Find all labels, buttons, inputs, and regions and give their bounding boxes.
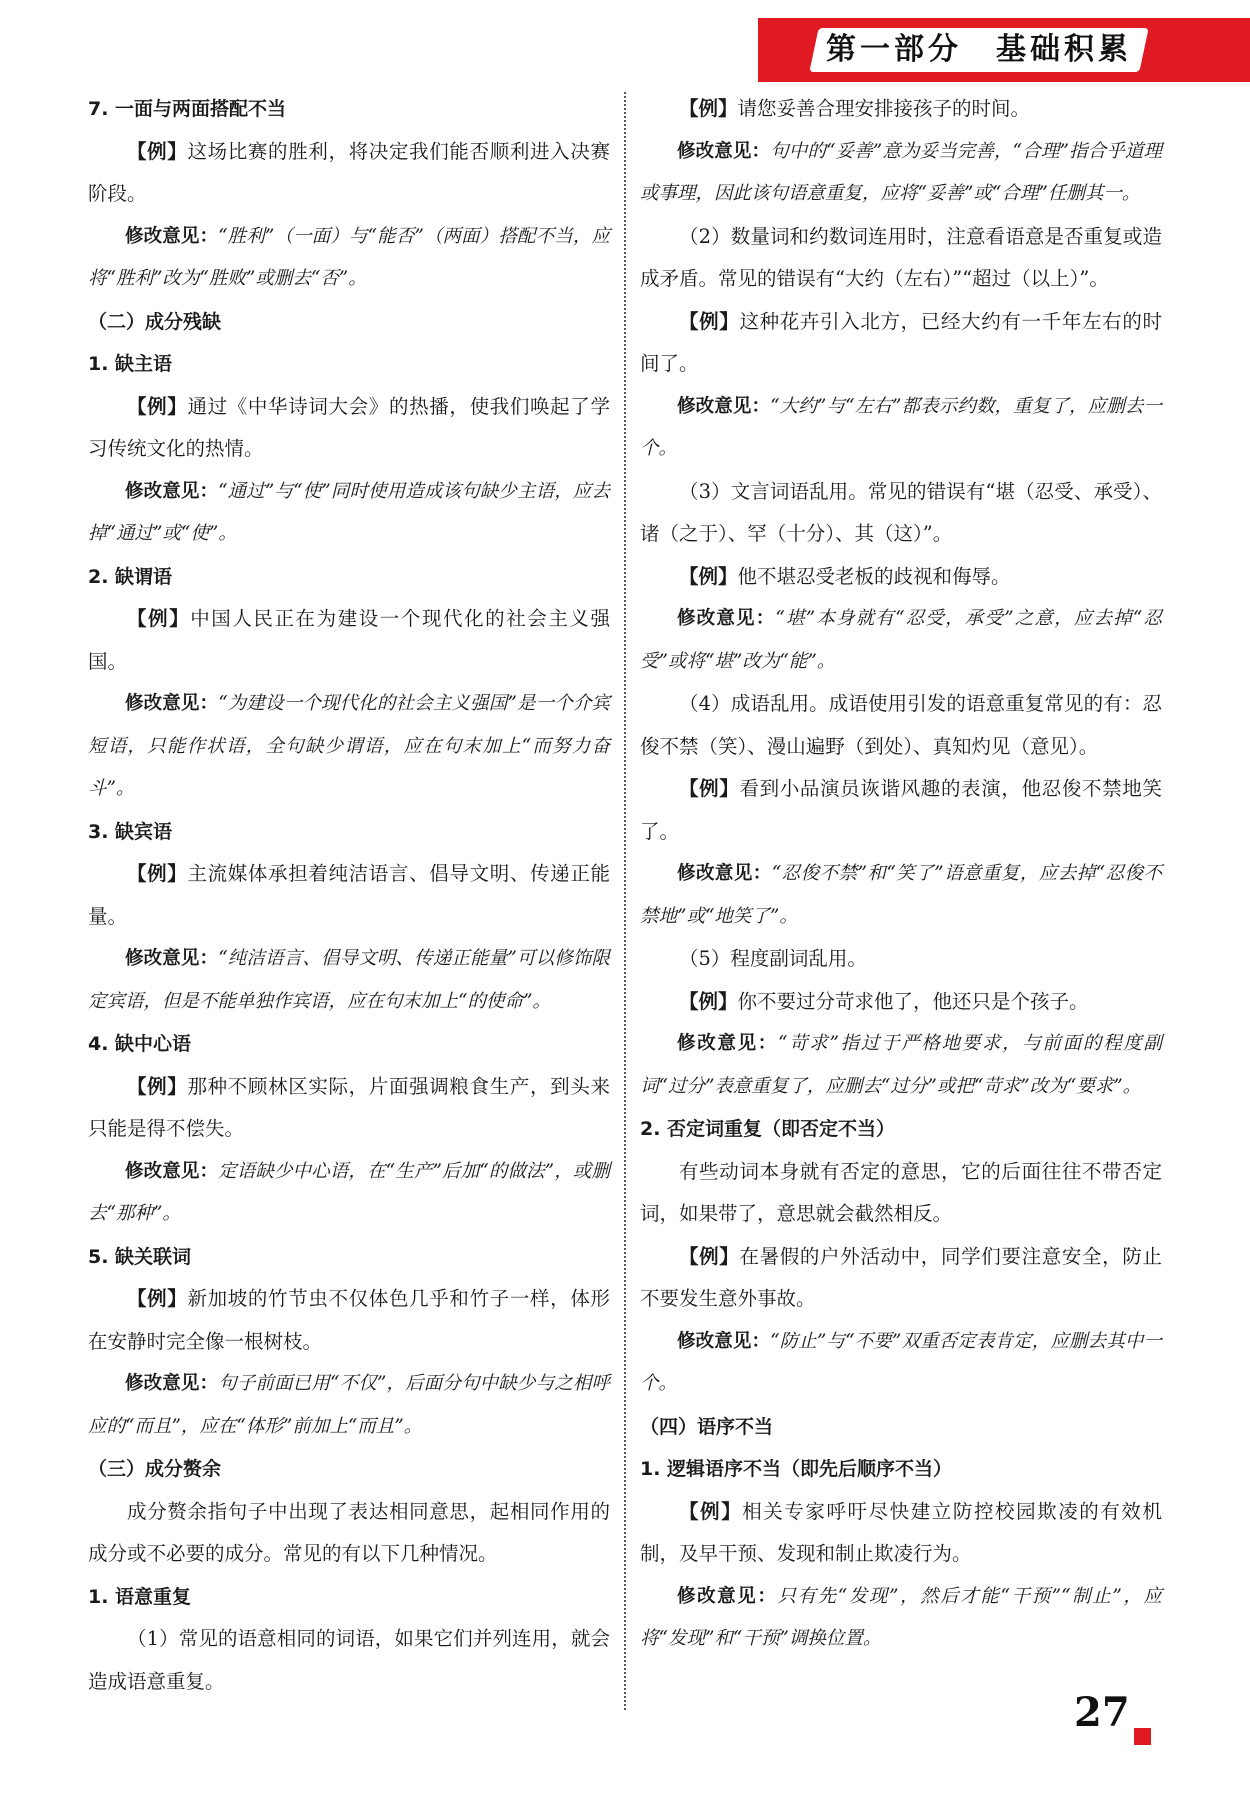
revision-note: [640, 1023, 1162, 1108]
example-label: 【例】: [127, 394, 188, 418]
revision-text: “纯洁语言、倡导文明、传递正能量”可以修饰限定宾语，但是不能单独作宾语，应在句末加上“的使命”。: [88, 948, 610, 1012]
example-sentence: [88, 598, 610, 683]
revision-note: [88, 1363, 610, 1448]
revision-label: 修改意见：: [677, 608, 776, 629]
revision-text: 句子前面已用“不仅”，后面分句中缺少与之相呼应的“而且”，应在“体形”前加上“而且”。: [88, 1373, 610, 1437]
example-text: 那种不顾林区实际，片面强调粮食生产，到头来只能是得不偿失。: [88, 1074, 610, 1140]
example-sentence: [88, 1066, 610, 1151]
revision-label: 修改意见：: [125, 948, 219, 969]
right-column: [640, 88, 1162, 1661]
example-text: 看到小品演员诙谐风趣的表演，他忍俊不禁地笑了。: [640, 777, 1162, 843]
revision-note: [640, 386, 1162, 471]
example-text: 你不要过分苛求他了，他还只是个孩子。: [737, 989, 1089, 1013]
section-heading: 5. 缺关联词: [88, 1245, 192, 1268]
example-sentence: [640, 981, 1162, 1024]
paragraph: （2）数量词和约数词连用时，注意看语意是否重复或造成矛盾。常见的错误有“大约（左右）”“超过（以上）”。: [640, 224, 1162, 290]
revision-label: 修改意见：: [677, 395, 771, 417]
revision-text: 只有先“发现”，然后才能“干预”“制止”，应将“发现”和“干预”调换位置。: [640, 1585, 1162, 1649]
revision-note: [640, 1576, 1162, 1661]
paragraph: （4）成语乱用。成语使用引发的语意重复常见的有：忍俊不禁（笑）、漫山遍野（到处）、真知灼见（意见）。: [640, 692, 1162, 758]
paragraph: （5）程度副词乱用。: [679, 947, 867, 970]
example-text: 这场比赛的胜利，将决定我们能否顺利进入决赛阶段。: [88, 139, 610, 205]
example-text: 主流媒体承担着纯洁语言、倡导文明、传递正能量。: [88, 862, 610, 928]
revision-note: [640, 1321, 1162, 1406]
example-sentence: [88, 131, 610, 216]
example-label: 【例】: [679, 777, 740, 800]
section-heading: 1. 语意重复: [88, 1585, 192, 1608]
revision-text: “堪”本身就有“忍受，承受”之意，应去掉“忍受”或将“堪”改为“能”。: [640, 608, 1162, 672]
revision-label: 修改意见：: [677, 1033, 778, 1054]
example-sentence: [640, 301, 1162, 386]
example-sentence: [88, 1278, 610, 1363]
example-sentence: [640, 1491, 1162, 1576]
section-heading: 3. 缺宾语: [88, 820, 173, 843]
section-heading: （三）成分赘余: [88, 1458, 222, 1480]
revision-label: 修改意见：: [125, 1373, 219, 1394]
example-sentence: [640, 1236, 1162, 1321]
section-heading: 1. 缺主语: [88, 353, 173, 375]
example-label: 【例】: [679, 97, 738, 120]
revision-note: [88, 1151, 610, 1236]
revision-note: [88, 471, 610, 556]
revision-label: 修改意见：: [125, 480, 219, 502]
example-label: 【例】: [679, 989, 738, 1013]
example-text: 通过《中华诗词大会》的热播，使我们唤起了学习传统文化的热情。: [88, 394, 610, 460]
example-sentence: [640, 768, 1162, 853]
revision-text: “防止”与“不要”双重否定表肯定，应删去其中一个。: [640, 1330, 1162, 1394]
example-label: 【例】: [127, 1287, 188, 1310]
example-label: 【例】: [679, 1499, 743, 1523]
example-text: 在暑假的户外活动中，同学们要注意安全，防止不要发生意外事故。: [640, 1244, 1162, 1310]
section-heading: （四）语序不当: [640, 1415, 774, 1438]
section-heading: 2. 缺谓语: [88, 565, 173, 588]
revision-label: 修改意见：: [125, 693, 219, 714]
example-label: 【例】: [127, 862, 188, 885]
example-label: 【例】: [127, 607, 191, 630]
revision-label: 修改意见：: [677, 1585, 778, 1607]
column-divider: [624, 92, 626, 1710]
example-sentence: [88, 386, 610, 471]
example-label: 【例】: [679, 564, 738, 588]
paragraph: （3）文言词语乱用。常见的错误有“堪（忍受、承受）、诸（之于）、罕（十分）、其（这）”。: [640, 479, 1162, 545]
section-heading: 4. 缺中心语: [88, 1033, 192, 1055]
revision-note: [88, 683, 610, 811]
example-text: 请您妥善合理安排接孩子的时间。: [737, 97, 1031, 120]
revision-text: “为建设一个现代化的社会主义强国”是一个介宾短语，只能作状语，全句缺少谓语，应在句末加上“而努力奋斗”。: [88, 693, 610, 799]
left-column: [88, 88, 610, 1703]
example-text: 这种花卉引入北方，已经大约有一千年左右的时间了。: [640, 309, 1162, 375]
paragraph: 成分赘余指句子中出现了表达相同意思，起相同作用的成分或不必要的成分。常见的有以下几种情况。: [88, 1499, 610, 1565]
example-sentence: [640, 88, 1162, 131]
example-label: 【例】: [127, 1074, 188, 1098]
page-number-square: [1134, 1728, 1151, 1745]
example-label: 【例】: [679, 309, 740, 333]
example-sentence: [88, 853, 610, 938]
example-text: 相关专家呼吁尽快建立防控校园欺凌的有效机制，及早干预、发现和制止欺凌行为。: [640, 1499, 1162, 1565]
revision-note: [640, 853, 1162, 938]
revision-text: 定语缺少中心语，在“生产”后加“的做法”，或删去“那种”。: [88, 1160, 610, 1224]
revision-label: 修改意见：: [125, 1160, 219, 1182]
paragraph: 有些动词本身就有否定的意思，它的后面往往不带否定词，如果带了，意思就会截然相反。: [640, 1159, 1162, 1225]
revision-note: [640, 131, 1162, 216]
revision-text: “忍俊不禁”和“笑了”语意重复，应去掉“忍俊不禁地”或“地笑了”。: [640, 863, 1162, 927]
section-heading: （二）成分残缺: [88, 310, 222, 333]
page-number: 27: [1074, 1689, 1130, 1736]
example-text: 他不堪忍受老板的歧视和侮辱。: [737, 564, 1011, 588]
revision-note: [88, 216, 610, 301]
section-banner: [758, 18, 1250, 82]
example-label: 【例】: [127, 139, 188, 163]
revision-text: 句中的“妥善”意为妥当完善，“合理”指合乎道理或事理，因此该句语意重复，应将“妥善”或“合理”任删其一。: [640, 140, 1162, 204]
revision-text: “通过”与“使”同时使用造成该句缺少主语，应去掉“通过”或“使”。: [88, 480, 610, 544]
section-title: 第一部分 基础积累: [826, 32, 1132, 67]
example-sentence: [640, 556, 1162, 599]
section-heading: 1. 逻辑语序不当（即先后顺序不当）: [640, 1458, 953, 1480]
revision-text: “胜利”（一面）与“能否”（两面）搭配不当，应将“胜利”改为“胜败”或删去“否”。: [88, 225, 610, 289]
revision-label: 修改意见：: [677, 863, 772, 884]
section-heading: 2. 否定词重复（即否定不当）: [640, 1118, 896, 1140]
section-heading: 7. 一面与两面搭配不当: [88, 98, 287, 120]
example-label: 【例】: [679, 1244, 740, 1268]
revision-label: 修改意见：: [125, 225, 219, 247]
revision-note: [640, 598, 1162, 683]
revision-label: 修改意见：: [677, 1330, 771, 1352]
example-text: 中国人民正在为建设一个现代化的社会主义强国。: [88, 607, 610, 673]
example-text: 新加坡的竹节虫不仅体色几乎和竹子一样，体形在安静时完全像一根树枝。: [88, 1287, 610, 1353]
revision-text: “苛求”指过于严格地要求，与前面的程度副词“过分”表意重复了，应删去“过分”或把“苛求”改为“要求”。: [640, 1033, 1162, 1097]
revision-note: [88, 938, 610, 1023]
paragraph: （1）常见的语意相同的词语，如果它们并列连用，就会造成语意重复。: [88, 1627, 610, 1693]
revision-text: “大约”与“左右”都表示约数，重复了，应删去一个。: [640, 395, 1162, 459]
revision-label: 修改意见：: [677, 140, 771, 162]
